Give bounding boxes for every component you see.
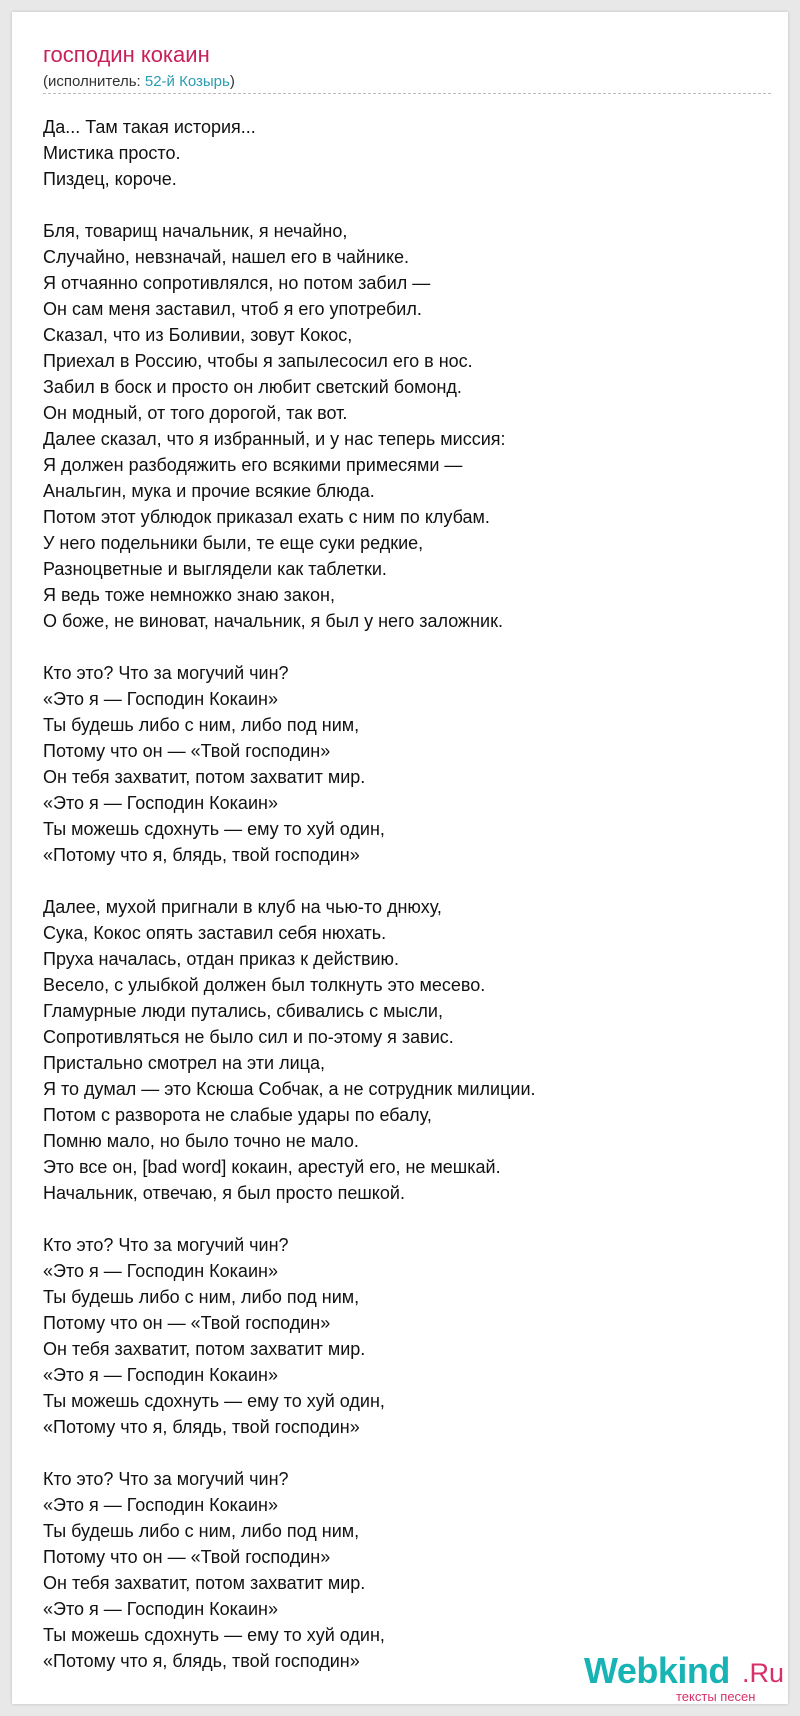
lyric-line: Ты будешь либо с ним, либо под ним, [43,1287,360,1307]
lyric-line: Сука, Кокос опять заставил себя нюхать. [43,923,387,943]
artist-meta [43,73,235,90]
lyric-line: Он тебя захватит, потом захватит мир. [43,767,366,787]
lyric-line: Пристально смотрел на эти лица, [43,1053,325,1073]
lyric-line: Забил в боск и просто он любит светский бомонд. [43,377,462,397]
lyric-line: Сопротивляться не было сил и по-этому я завис. [43,1027,454,1047]
lyric-line: «Это я — Господин Кокаин» [43,1261,278,1281]
lyric-line: Далее, мухой пригнали в клуб на чью-то днюху, [43,897,442,917]
lyric-line: Разноцветные и выглядели как таблетки. [43,559,387,579]
song-title: господин кокаин [43,42,210,67]
lyric-line: «Это я — Господин Кокаин» [43,1365,278,1385]
lyric-line: «Это я — Господин Кокаин» [43,793,278,813]
lyric-line: Кто это? Что за могучий чин? [43,1235,289,1255]
lyric-line: Ты будешь либо с ним, либо под ним, [43,715,360,735]
lyric-line: Потому что он — «Твой господин» [43,1313,331,1333]
lyric-line: Кто это? Что за могучий чин? [43,663,289,683]
lyrics-block [43,114,763,1674]
lyric-line: Весело, с улыбкой должен был толкнуть это месево. [43,975,486,995]
lyric-line: Потому что он — «Твой господин» [43,1547,331,1567]
lyric-line: Ты будешь либо с ним, либо под ним, [43,1521,360,1541]
stanza-break [43,1206,763,1232]
lyric-line: Гламурные люди путались, сбивались с мысли, [43,1001,443,1021]
lyric-line: Приехал в Россию, чтобы я запылесосил его в нос. [43,351,473,371]
lyric-line: Он тебя захватит, потом захватит мир. [43,1573,366,1593]
content-card [12,12,788,1704]
stanza-break [43,634,763,660]
lyric-line: Я должен разбодяжить его всякими примесями — [43,455,463,475]
lyric-line: Я то думал — это Ксюша Собчак, а не сотрудник милиции. [43,1079,536,1099]
lyric-line: Начальник, отвечаю, я был просто пешкой. [43,1183,405,1203]
lyric-line: Он сам меня заставил, чтоб я его употребил. [43,299,422,319]
lyric-line: «Это я — Господин Кокаин» [43,689,278,709]
lyric-line: Потому что он — «Твой господин» [43,741,331,761]
lyric-line: Это все он, [bad word] кокаин, арестуй его, не мешкай. [43,1157,501,1177]
lyric-line: Случайно, невзначай, нашел его в чайнике. [43,247,410,267]
logo-tld-text: .Ru [742,1658,785,1688]
lyric-line: Он тебя захватит, потом захватит мир. [43,1339,366,1359]
stanza-break [43,868,763,894]
lyric-line: «Потому что я, блядь, твой господин» [43,1417,360,1437]
lyric-line: Бля, товарищ начальник, я нечайно, [43,221,348,241]
lyric-line: Пиздец, короче. [43,169,177,189]
lyric-line: Да... Там такая история... [43,117,256,137]
site-logo[interactable] [584,1650,785,1704]
lyric-line: Он модный, от того дорогой, так вот. [43,403,348,423]
lyric-line: Далее сказал, что я избранный, и у нас теперь миссия: [43,429,506,449]
lyric-line: О боже, не виноват, начальник, я был у него заложник. [43,611,503,631]
lyric-line: Я отчаянно сопротивлялся, но потом забил — [43,273,431,293]
lyric-line: Ты можешь сдохнуть — ему то хуй один, [43,819,385,839]
header-divider [43,93,771,94]
lyric-line: Помню мало, но было точно не мало. [43,1131,359,1151]
lyric-line: Сказал, что из Боливии, зовут Кокос, [43,325,353,345]
artist-link[interactable]: 52-й Козырь [144,73,230,90]
lyric-line: «Потому что я, блядь, твой господин» [43,845,360,865]
lyric-line: «Это я — Господин Кокаин» [43,1599,278,1619]
stanza-break [43,192,763,218]
lyric-line: Анальгин, мука и прочие всякие блюда. [43,481,375,501]
logo-main-text: Webkind [584,1650,730,1691]
lyric-line: Кто это? Что за могучий чин? [43,1469,289,1489]
lyric-line: «Это я — Господин Кокаин» [43,1495,278,1515]
lyric-line: Пруха началась, отдан приказ к действию. [43,949,400,969]
artist-meta-prefix: (исполнитель: [43,73,145,90]
lyric-line: «Потому что я, блядь, твой господин» [43,1651,360,1671]
artist-meta-suffix: ) [229,73,235,90]
lyric-line: Потом с разворота не слабые удары по ебалу, [43,1105,432,1125]
stanza-break [43,1440,763,1466]
lyric-line: У него подельники были, те еще суки редкие, [43,533,424,553]
lyric-line: Ты можешь сдохнуть — ему то хуй один, [43,1391,385,1411]
lyric-line: Мистика просто. [43,143,181,163]
lyric-line: Потом этот ублюдок приказал ехать с ним по клубам. [43,507,490,527]
logo-tagline: тексты песен [676,1689,756,1704]
lyric-line: Ты можешь сдохнуть — ему то хуй один, [43,1625,385,1645]
lyric-line: Я ведь тоже немножко знаю закон, [43,585,335,605]
